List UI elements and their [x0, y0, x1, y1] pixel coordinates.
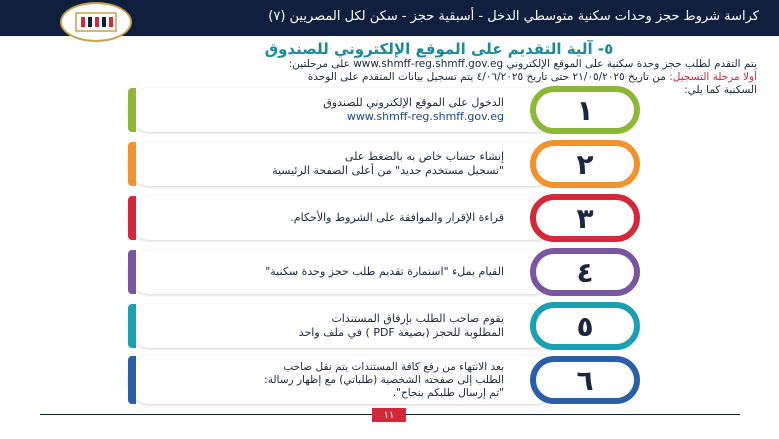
step-1-number: ١: [530, 86, 640, 134]
step-5-line-1: يقوم صاحب الطلب بإرفاق المستندات: [331, 312, 504, 325]
step-2-line-1: إنشاء حساب خاص به بالضغط على: [344, 150, 504, 163]
step-6-text: [174, 356, 504, 404]
step-2-number: ٢: [530, 140, 640, 188]
intro-line-1: يتم التقدم لطلب حجز وحدة سكنية على الموقع الإلكتروني www.shmff-reg.shmff.gov.eg على مرحلتين:: [288, 58, 757, 70]
intro-phase-dates: من تاريخ ٢١/٠٥/٢٠٢٥ حتى تاريخ ٤/٠٦/٢٠٢٥ يتم تسجيل بيانات المتقدم على الوحدة: [307, 71, 670, 83]
step-4-bar: [128, 250, 556, 294]
step-3-line-1: قراءة الإقرار والموافقة على الشروط والأحكام.: [290, 211, 504, 224]
step-3-number: ٣: [530, 194, 640, 242]
step-3: [0, 196, 779, 240]
step-2-text: [174, 142, 504, 186]
step-5-text: [174, 304, 504, 348]
step-6-line-1: بعد الانتهاء من رفع كافة المستندات يتم نقل صاحب: [283, 360, 504, 373]
step-3-bar: [128, 196, 556, 240]
intro-line-2: [37, 71, 757, 84]
step-4-accent: [128, 250, 136, 294]
step-6-line-2: الطلب إلى صفحته الشخصية (طلباتي) مع إظهار رسالة:: [264, 373, 504, 386]
step-1-line-2: www.shmff-reg.shmff.gov.eg: [346, 110, 504, 123]
step-2-bar: [128, 142, 556, 186]
step-2: [0, 142, 779, 186]
step-1: [0, 88, 779, 132]
step-6-number: ٦: [530, 356, 640, 404]
step-1-bar: [128, 88, 556, 132]
step-2-line-2: "تسجيل مستخدم جديد" من أعلى الصفحة الرئيسية: [272, 164, 504, 177]
step-4-number: ٤: [530, 248, 640, 296]
intro-phase-label: أولا مرحلة التسجيل:: [669, 71, 757, 83]
logo: [60, 2, 132, 42]
step-6-bar: [128, 356, 556, 404]
step-1-line-1: الدخول على الموقع الإلكتروني للصندوق: [323, 96, 504, 109]
section-title: ٥- آلية التقديم على الموقع الإلكتروني للصندوق: [264, 40, 614, 58]
step-3-accent: [128, 196, 136, 240]
step-4: [0, 250, 779, 294]
step-6: [0, 356, 779, 400]
step-1-accent: [128, 88, 136, 132]
emblem-icon: [72, 7, 120, 37]
step-4-text: [174, 250, 504, 294]
step-1-text: [174, 88, 504, 132]
step-5-number: ٥: [530, 302, 640, 350]
step-5-accent: [128, 304, 136, 348]
step-5-line-2: المطلوبة للحجز (بصيغة PDF ) في ملف واحد: [298, 326, 504, 339]
step-6-accent: [128, 356, 136, 404]
step-4-line-1: القيام بملء "استمارة تقديم طلب حجز وحدة سكنية": [265, 265, 504, 278]
step-5-bar: [128, 304, 556, 348]
page-number: ١١: [372, 408, 406, 422]
intro-line-3: السكنية كما يلي:: [684, 84, 757, 96]
step-5: [0, 304, 779, 348]
step-6-line-3: "تم إرسال طلبكم بنجاح".: [392, 386, 504, 399]
step-2-accent: [128, 142, 136, 186]
header-title: كراسة شروط حجز وحدات سكنية متوسطي الدخل - أسبقية حجز - سكن لكل المصريين (٧): [268, 9, 759, 24]
step-3-text: [174, 196, 504, 240]
